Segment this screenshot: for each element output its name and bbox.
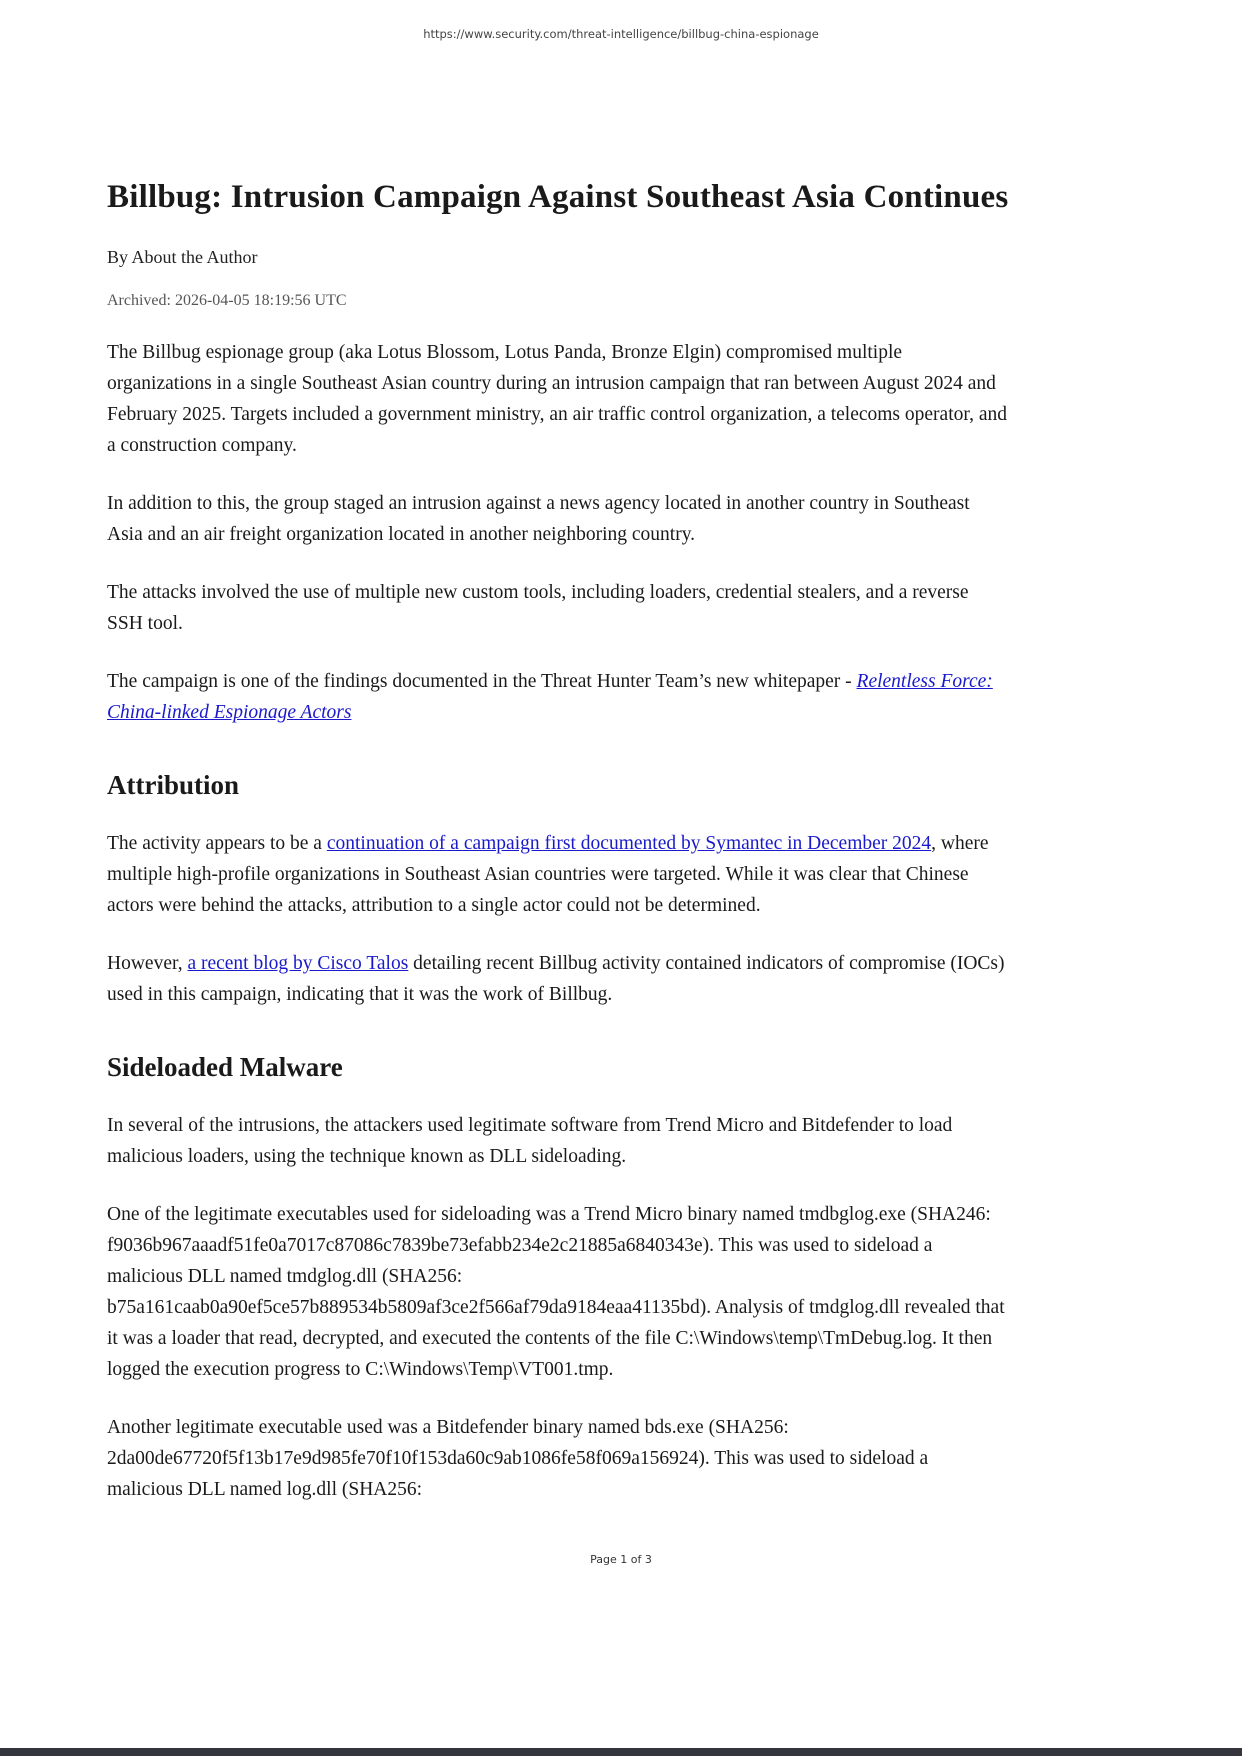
- paragraph-text: One of the legitimate executables used for sideloading was a Trend Micro binary named tmdbglog.exe (SHA246: f9036b967aaadf51fe0a7017c87086c7839be73efabb234e2c21885a6840343e). This was used to sideload a malicious DLL named tmdglog.dll (SHA256: b75a161caab0a90ef5ce57b889534b5809af3ce2f566af79da9184eaa41135bd). Analysis of tmdglog.dll revealed that it was a loader that read, decrypted, and executed the contents of the file C:\Windows\temp\TmDebug.log. It then logged the execution progress to C:\Windows\Temp\VT001.tmp.: [107, 1204, 1005, 1380]
- paragraph-intro-2: [107, 488, 1007, 550]
- symantec-campaign-link[interactable]: continuation of a campaign first documented by Symantec in December 2024: [326, 833, 932, 854]
- paragraph-attribution-2: [107, 948, 1007, 1010]
- paragraph-text: The Billbug espionage group (aka Lotus Blossom, Lotus Panda, Bronze Elgin) compromised multiple organizations in a single Southeast Asian country during an intrusion campaign that ran between August 2024 and February 2025. Targets included a government ministry, an air traffic control organization, a telecoms operator, and a construction company.: [107, 342, 1007, 456]
- paragraph-sideloaded-1: [107, 1110, 1007, 1172]
- archived-timestamp: Archived: 2026-04-05 18:19:56 UTC: [107, 292, 347, 309]
- section-heading-attribution: Attribution: [107, 770, 240, 800]
- paragraph-text: However,: [107, 953, 188, 974]
- paragraph-intro-3: [107, 577, 1007, 639]
- paragraph-text: detailing recent Billbug activity contained indicators of compromise (IOCs) used in this campaign, indicating that it was the work of Billbug.: [107, 953, 1005, 1005]
- whitepaper-link[interactable]: Relentless Force: China-linked Espionage Actors: [107, 671, 993, 723]
- section-heading-sideloaded-malware: Sideloaded Malware: [107, 1052, 343, 1082]
- paragraph-text: The activity appears to be a: [107, 833, 327, 854]
- paragraph-text: In addition to this, the group staged an intrusion against a news agency located in another country in Southeast Asia and an air freight organization located in another neighboring country.: [107, 493, 970, 545]
- article-title: Billbug: Intrusion Campaign Against Southeast Asia Continues: [107, 179, 1009, 215]
- article-byline: By About the Author: [107, 247, 258, 267]
- paragraph-intro-4: [107, 666, 1007, 728]
- paragraph-sideloaded-3: [107, 1412, 1007, 1505]
- window-edge: [0, 1748, 1242, 1756]
- article: [0, 179, 1242, 1505]
- paragraph-sideloaded-2: [107, 1199, 1007, 1385]
- cisco-talos-blog-link[interactable]: a recent blog by Cisco Talos: [187, 953, 409, 974]
- paragraph-text: In several of the intrusions, the attackers used legitimate software from Trend Micro and Bitdefender to load malicious loaders, using the technique known as DLL sideloading.: [107, 1115, 953, 1167]
- paragraph-text: Another legitimate executable used was a Bitdefender binary named bds.exe (SHA256: 2da00de67720f5f13b17e9d985fe70f10f153da60c9ab1086fe58f069a156924). This was used to sideload a malicious DLL named log.dll (SHA256:: [107, 1417, 929, 1500]
- paragraph-text: The campaign is one of the findings documented in the Threat Hunter Team’s new whitepaper -: [107, 671, 857, 692]
- paragraph-intro-1: [107, 337, 1007, 461]
- paragraph-attribution-1: [107, 828, 1007, 921]
- source-url: https://www.security.com/threat-intelligence/billbug-china-espionage: [423, 27, 819, 41]
- paragraph-text: , where multiple high-profile organizations in Southeast Asian countries were targeted. While it was clear that Chinese actors were behind the attacks, attribution to a single actor could not be determined.: [107, 833, 989, 916]
- page-number: Page 1 of 3: [590, 1553, 652, 1566]
- paragraph-text: The attacks involved the use of multiple new custom tools, including loaders, credential stealers, and a reverse SSH tool.: [107, 582, 969, 634]
